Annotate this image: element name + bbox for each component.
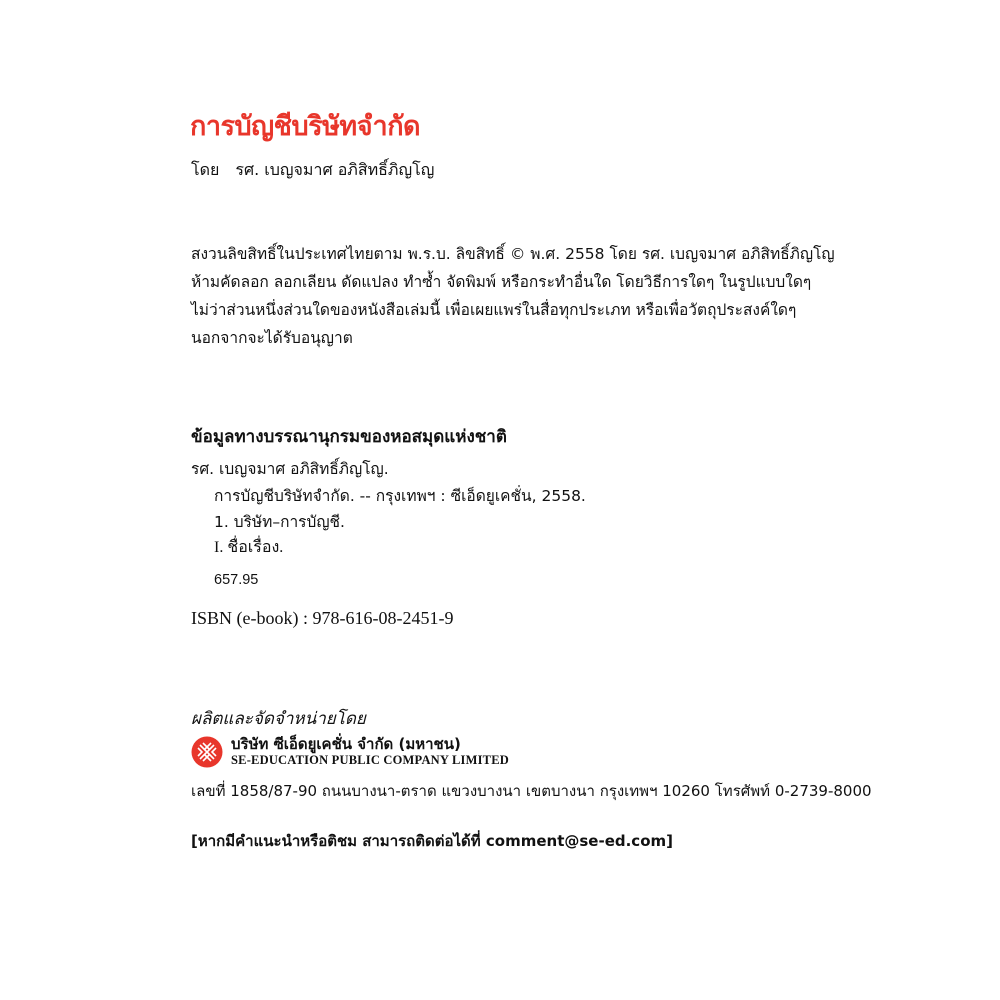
copyright-line: นอกจากจะได้รับอนุญาต (191, 329, 353, 347)
copyright-line: สงวนลิขสิทธิ์ในประเทศไทยตาม พ.ร.บ. ลิขสิทธิ์ © พ.ศ. 2558 โดย รศ. เบญจมาศ อภิสิทธิ์ภิญโญ (191, 245, 835, 263)
author-line (191, 158, 434, 183)
cataloging-title-line: การบัญชีบริษัทจำกัด. -- กรุงเทพฯ : ซีเอ็ดยูเคชั่น, 2558. (214, 487, 586, 505)
publisher-block (191, 735, 509, 769)
cataloging-subject: 1. บริษัท–การบัญชี. (214, 513, 345, 531)
copyright-line: ไม่ว่าส่วนหนึ่งส่วนใดของหนังสือเล่มนี้ เพื่อเผยแพร่ในสื่อทุกประเภท หรือเพื่อวัตถุประสงค์ใดๆ (191, 301, 797, 319)
cataloging-class-number: 657.95 (214, 572, 259, 588)
cataloging-author: รศ. เบญจมาศ อภิสิทธิ์ภิญโญ. (191, 460, 389, 478)
publisher-names (231, 736, 509, 768)
isbn-line: ISBN (e-book) : 978-616-08-2451-9 (191, 608, 454, 628)
author-prefix: โดย (191, 160, 220, 179)
publisher-name-english: SE-EDUCATION PUBLIC COMPANY LIMITED (231, 753, 509, 767)
author-name: รศ. เบญจมาศ อภิสิทธิ์ภิญโญ (235, 160, 435, 179)
publisher-address: เลขที่ 1858/87-90 ถนนบางนา-ตราด แขวงบางนา เขตบางนา กรุงเทพฯ 10260 โทรศัพท์ 0-2739-8000 (191, 782, 872, 800)
publisher-name-thai: บริษัท ซีเอ็ดยูเคชั่น จำกัด (มหาชน) (231, 735, 461, 753)
se-ed-logo-icon (191, 736, 223, 768)
feedback-note: [หากมีคำแนะนำหรือติชม สามารถติดต่อได้ที่ comment@se-ed.com] (191, 832, 673, 850)
copyright-line: ห้ามคัดลอก ลอกเลียน ดัดแปลง ทำซ้ำ จัดพิมพ์ หรือกระทำอื่นใด โดยวิธีการใดๆ ในรูปแบบใดๆ (191, 273, 812, 291)
cataloging-added-entry: I. ชื่อเรื่อง. (214, 539, 284, 556)
produced-by-label: ผลิตและจัดจำหน่ายโดย (191, 709, 366, 729)
book-title: การบัญชีบริษัทจำกัด (190, 111, 421, 142)
cataloging-data (191, 423, 831, 593)
cataloging-detail (214, 483, 831, 593)
cataloging-heading: ข้อมูลทางบรรณานุกรมของหอสมุดแห่งชาติ (191, 427, 507, 447)
copyright-notice (191, 240, 835, 352)
